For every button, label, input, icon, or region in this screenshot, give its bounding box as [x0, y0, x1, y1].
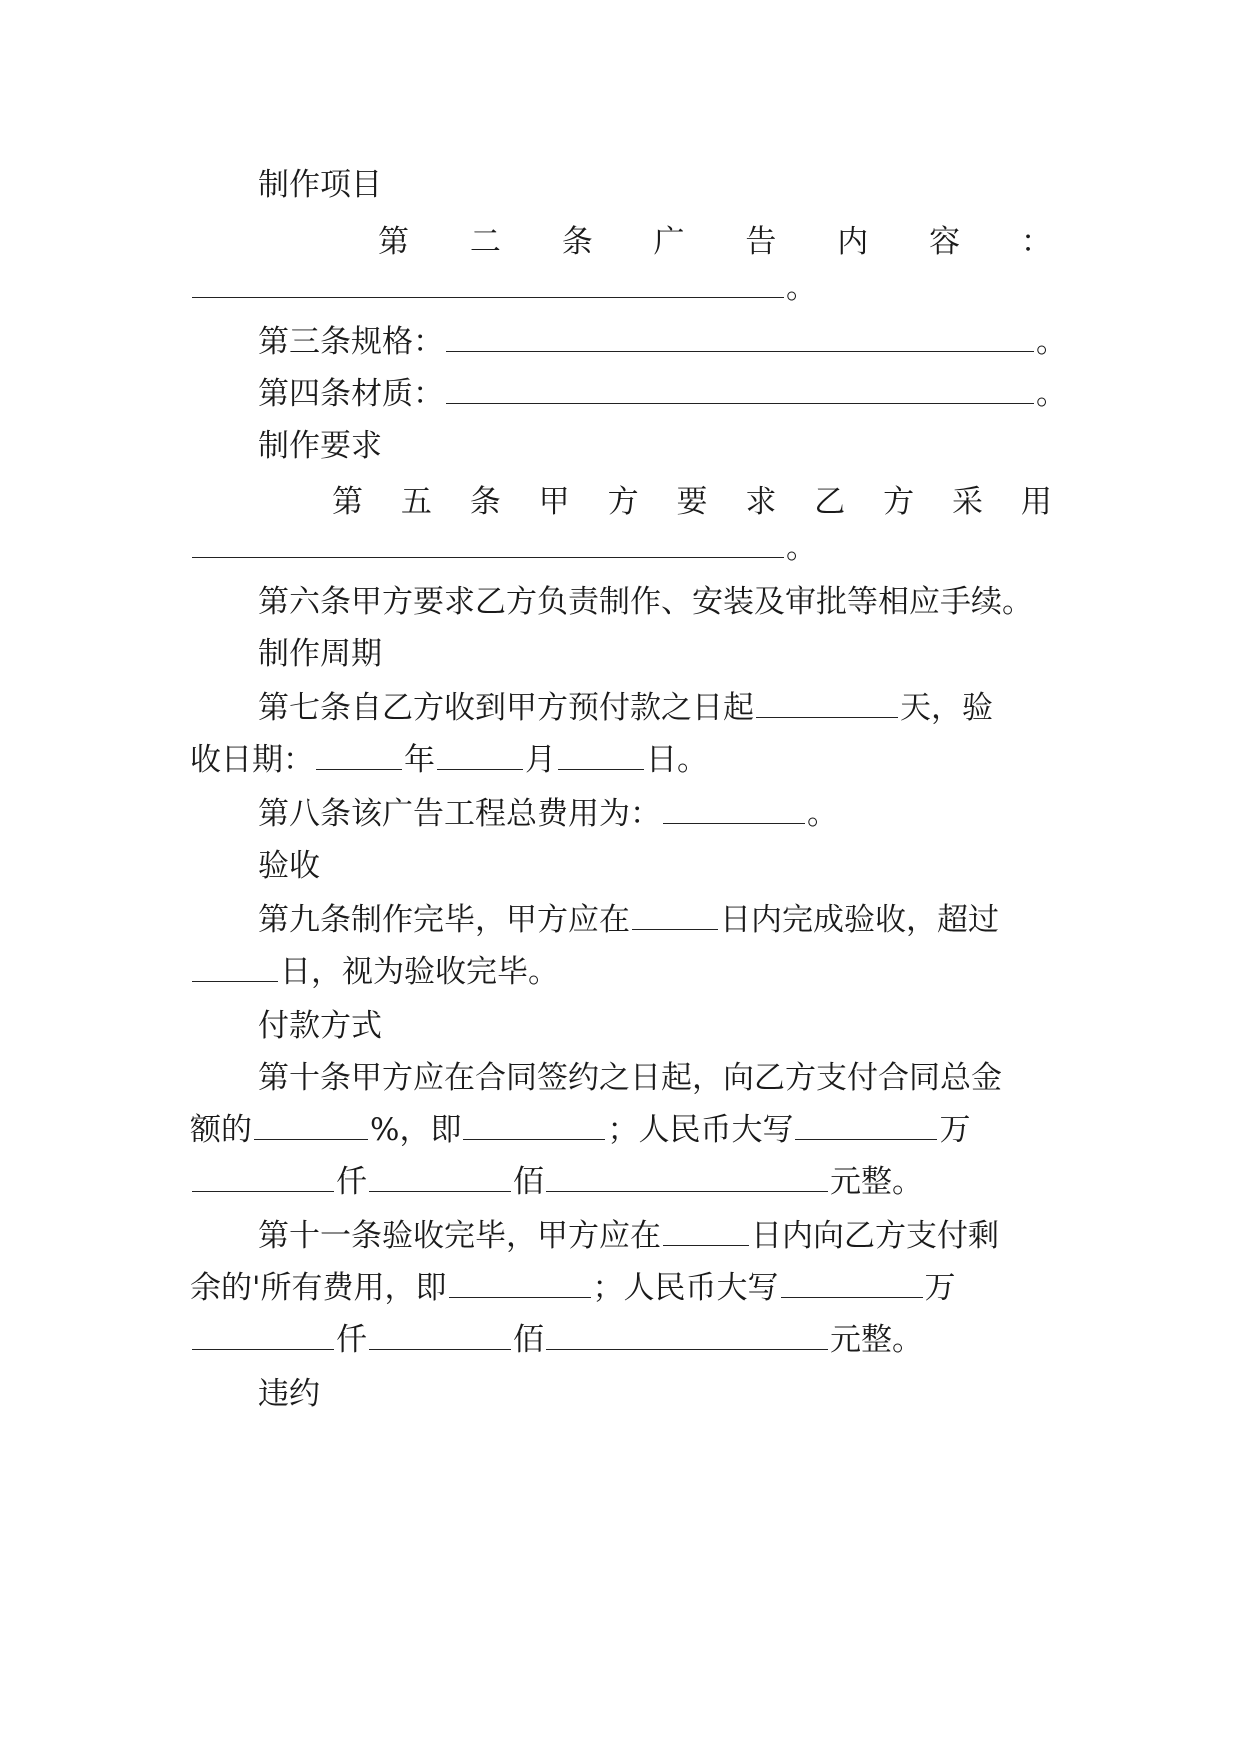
article-5-char: 用 [1020, 484, 1052, 520]
fill-in-blank[interactable] [192, 271, 784, 298]
article-2-char: 二 [469, 224, 501, 260]
article-11-rmb-label: ；人民币大写 [592, 1270, 779, 1306]
article-8-label: 第八条该广告工程总费用为： [258, 796, 661, 832]
unit-qian: 仟 [336, 1164, 367, 1200]
fill-in-blank-amount[interactable] [449, 1271, 591, 1298]
day-label: 日。 [646, 742, 708, 778]
article-7-text-c: 收日期： [190, 742, 314, 778]
article-4-label: 第四条材质： [258, 376, 444, 412]
article-10-line-2 [190, 1110, 1241, 1150]
fill-in-blank-wan[interactable] [795, 1113, 937, 1140]
article-7-text-b: 天，验 [900, 690, 993, 726]
fill-in-blank-days[interactable] [756, 691, 898, 718]
unit-bai: 佰 [513, 1164, 544, 1200]
article-9-text-a: 第九条制作完毕，甲方应在 [258, 902, 630, 938]
article-5-period: 。 [786, 530, 817, 566]
article-10-rmb-label: ；人民币大写 [607, 1112, 794, 1148]
article-2-char: 告 [745, 224, 777, 260]
unit-wan: 万 [924, 1270, 956, 1306]
article-8-period: 。 [807, 796, 838, 832]
article-9-text-b: 日内完成验收，超过 [720, 902, 999, 938]
unit-yuan: 元整。 [830, 1164, 923, 1200]
article-5-char: 要 [676, 484, 708, 520]
section-heading-breach: 违约 [258, 1376, 320, 1412]
fill-in-blank-day[interactable] [558, 743, 644, 770]
article-9-line-1 [258, 900, 1241, 940]
article-2-char: 容 [929, 224, 961, 260]
fill-in-blank-bai[interactable] [369, 1165, 511, 1192]
section-heading-acceptance: 验收 [258, 848, 320, 884]
article-5-char: 采 [952, 484, 984, 520]
fill-in-blank-amount[interactable] [463, 1113, 605, 1140]
unit-qian: 仟 [336, 1322, 367, 1358]
article-2-heading [378, 222, 1052, 262]
article-5-char: 条 [469, 484, 501, 520]
fill-in-blank-qian[interactable] [192, 1323, 334, 1350]
month-label: 月 [525, 742, 556, 778]
fill-in-blank-days[interactable] [632, 903, 718, 930]
fill-in-blank-bai[interactable] [369, 1323, 511, 1350]
fill-in-blank-month[interactable] [437, 743, 523, 770]
article-9-line-2 [190, 952, 1241, 992]
fill-in-blank-days[interactable] [663, 1219, 749, 1246]
article-7-line-2 [190, 740, 1241, 780]
fill-in-blank-total-cost[interactable] [663, 797, 805, 824]
article-8-line [258, 794, 1241, 834]
section-heading-production-requirements: 制作要求 [258, 428, 382, 464]
unit-wan: 万 [939, 1112, 971, 1148]
article-2-char: 条 [561, 224, 593, 260]
fill-in-blank-yuan[interactable] [546, 1323, 828, 1350]
fill-in-blank-year[interactable] [316, 743, 402, 770]
article-2-char: ： [1020, 224, 1052, 260]
fill-in-blank[interactable] [446, 325, 1034, 352]
fill-in-blank-percent[interactable] [254, 1113, 368, 1140]
article-9-text-c: 日，视为验收完毕。 [280, 954, 559, 990]
article-11-line-1 [258, 1216, 1241, 1256]
section-heading-production-cycle: 制作周期 [258, 636, 382, 672]
article-5-content-line [190, 528, 1241, 568]
article-10-percent-label: %，即 [370, 1112, 462, 1148]
section-heading-payment-method: 付款方式 [258, 1008, 382, 1044]
year-label: 年 [404, 742, 435, 778]
fill-in-blank-wan[interactable] [781, 1271, 923, 1298]
article-10-text-b: 额的 [190, 1112, 252, 1148]
article-5-char: 求 [745, 484, 777, 520]
article-2-period: 。 [786, 270, 817, 306]
article-4-period: 。 [1036, 376, 1067, 412]
fill-in-blank[interactable] [446, 377, 1034, 404]
fill-in-blank-yuan[interactable] [546, 1165, 828, 1192]
article-10-line-3 [190, 1162, 1241, 1202]
article-3-period: 。 [1036, 324, 1067, 360]
article-5-char: 甲 [538, 484, 570, 520]
article-10-line-1: 第十条甲方应在合同签约之日起，向乙方支付合同总金 [258, 1060, 1002, 1096]
article-11-line-2 [190, 1268, 1241, 1308]
fill-in-blank-days[interactable] [192, 955, 278, 982]
article-6-text: 第六条甲方要求乙方负责制作、安装及审批等相应手续。 [258, 584, 1033, 620]
article-4-line [258, 374, 1241, 414]
article-2-content-line [190, 268, 1241, 308]
article-5-char: 乙 [814, 484, 846, 520]
article-11-text-a: 第十一条验收完毕，甲方应在 [258, 1218, 661, 1254]
fill-in-blank-qian[interactable] [192, 1165, 334, 1192]
unit-bai: 佰 [513, 1322, 544, 1358]
article-3-line [258, 322, 1241, 362]
unit-yuan: 元整。 [830, 1322, 923, 1358]
article-11-line-3 [190, 1320, 1241, 1360]
article-5-char: 第 [332, 484, 363, 520]
article-5-char: 方 [607, 484, 639, 520]
article-7-text-a: 第七条自乙方收到甲方预付款之日起 [258, 690, 754, 726]
article-5-char: 五 [400, 484, 432, 520]
article-2-char: 广 [653, 224, 685, 260]
article-7-line-1 [258, 688, 1241, 728]
article-3-label: 第三条规格： [258, 324, 444, 360]
article-11-text-c: 余的'所有费用，即 [190, 1270, 447, 1306]
article-2-char: 第 [378, 224, 409, 260]
section-heading-production-items: 制作项目 [258, 167, 382, 203]
article-11-text-b: 日内向乙方支付剩 [751, 1218, 999, 1254]
article-5-heading [332, 482, 1052, 522]
fill-in-blank[interactable] [192, 531, 784, 558]
article-5-char: 方 [883, 484, 915, 520]
article-2-char: 内 [837, 224, 869, 260]
